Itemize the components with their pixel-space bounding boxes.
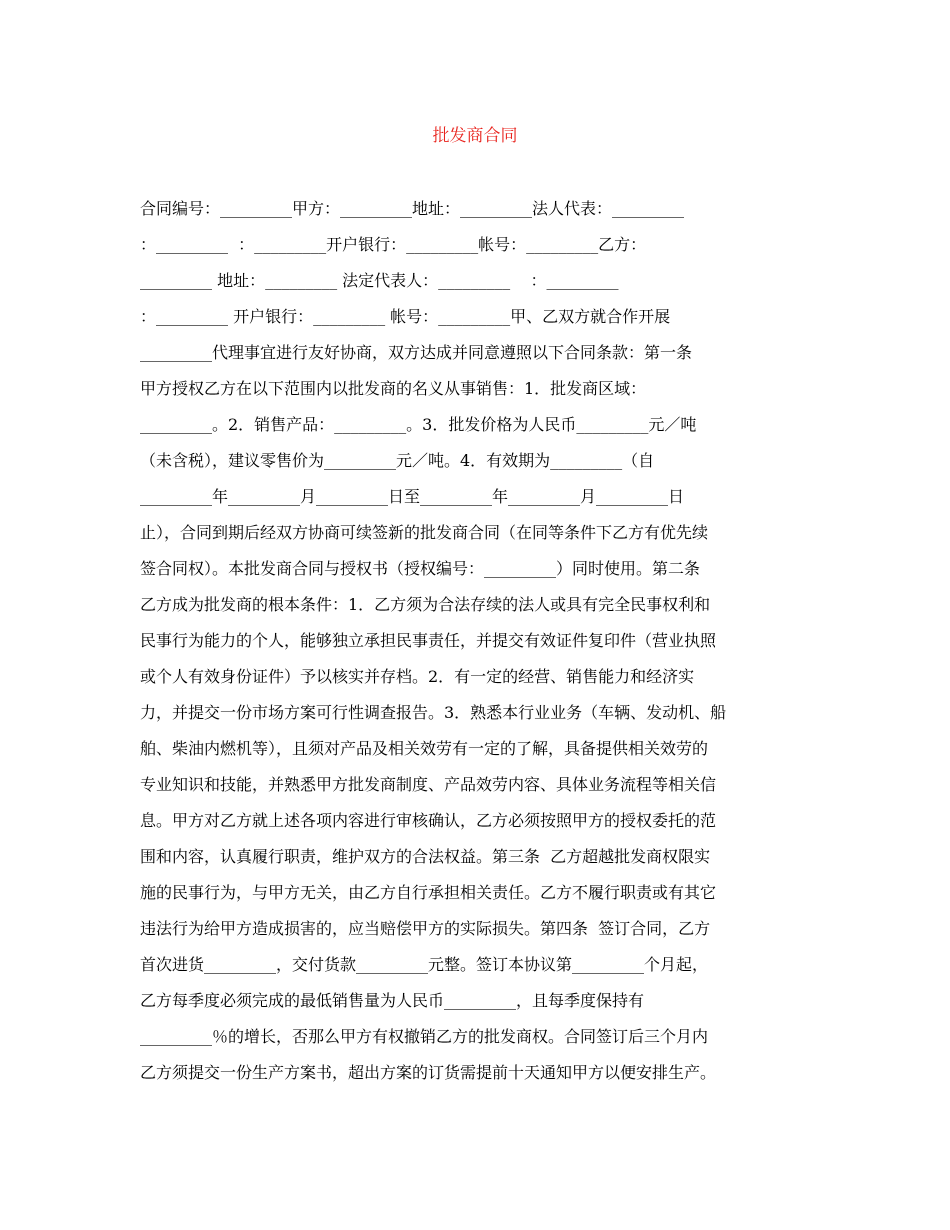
body-line-5: _________代理事宜进行友好协商，双方达成并同意遵照以下合同条款：第一条 bbox=[140, 343, 693, 362]
body-line-23: 乙方每季度必须完成的最低销售量为人民币_________，且每季度保持有 bbox=[140, 991, 645, 1010]
body-line-9: _________年_________月_________日至_________年_________月_________日 bbox=[140, 487, 685, 506]
body-line-18: 息。甲方对乙方就上述各项内容进行审核确认，乙方必须按照甲方的授权委托的范 bbox=[140, 811, 717, 830]
body-line-25: 乙方须提交一份生产方案书，超出方案的订货需提前十天通知甲方以便安排生产。 bbox=[140, 1063, 717, 1082]
body-line-8: （未含税），建议零售价为_________元／吨。4．有效期为_________（自 bbox=[140, 451, 655, 470]
body-line-17: 专业知识和技能，并熟悉甲方批发商制度、产品效劳内容、具体业务流程等相关信 bbox=[140, 775, 717, 794]
body-line-14: 或个人有效身份证件）予以核实并存档。2．有一定的经营、销售能力和经济实 bbox=[140, 667, 695, 686]
document-title: 批发商合同 bbox=[432, 126, 518, 146]
body-line-6: 甲方授权乙方在以下范围内以批发商的名义从事销售：1．批发商区域： bbox=[140, 379, 647, 398]
body-line-21: 违法行为给甲方造成损害的，应当赔偿甲方的实际损失。第四条 签订合同，乙方 bbox=[140, 919, 711, 938]
body-line-15: 力，并提交一份市场方案可行性调查报告。3．熟悉本行业业务（车辆、发动机、船 bbox=[140, 703, 727, 722]
body-line-24: _________％的增长，否那么甲方有权撤销乙方的批发商权。合同签订后三个月内 bbox=[140, 1027, 709, 1046]
body-line-11: 签合同权）。本批发商合同与授权书（授权编号：_________）同时使用。第二条 bbox=[140, 559, 701, 578]
body-line-12: 乙方成为批发商的根本条件：1．乙方须为合法存续的法人或具有完全民事权利和 bbox=[140, 595, 711, 614]
body-line-1: 合同编号：_________甲方：_________地址：_________法人代表：_________ bbox=[140, 199, 685, 218]
body-line-3: _________ 地址：_________ 法定代表人：_________ ：_________ bbox=[140, 271, 619, 290]
body-line-20: 施的民事行为，与甲方无关，由乙方自行承担相关责任。乙方不履行职责或有其它 bbox=[140, 883, 717, 902]
body-line-19: 围和内容，认真履行职责，维护双方的合法权益。第三条 乙方超越批发商权限实 bbox=[140, 847, 711, 866]
body-line-2: ：_________ ：_________开户银行：_________帐号：_________乙方： bbox=[140, 235, 647, 254]
body-line-16: 舶、柴油内燃机等），且须对产品及相关效劳有一定的了解，具备提供相关效劳的 bbox=[140, 739, 709, 758]
body-line-4: ：_________ 开户银行：_________ 帐号：_________甲、乙双方就合作开展 bbox=[140, 307, 671, 326]
body-line-22: 首次进货_________，交付货款_________元整。签订本协议第_________个月起， bbox=[140, 955, 709, 974]
body-line-7: _________。2．销售产品：_________。3．批发价格为人民币_________元／吨 bbox=[140, 415, 697, 434]
body-line-10: 止），合同到期后经双方协商可续签新的批发商合同（在同等条件下乙方有优先续 bbox=[140, 523, 709, 542]
body-line-13: 民事行为能力的个人，能够独立承担民事责任，并提交有效证件复印件（营业执照 bbox=[140, 631, 717, 650]
